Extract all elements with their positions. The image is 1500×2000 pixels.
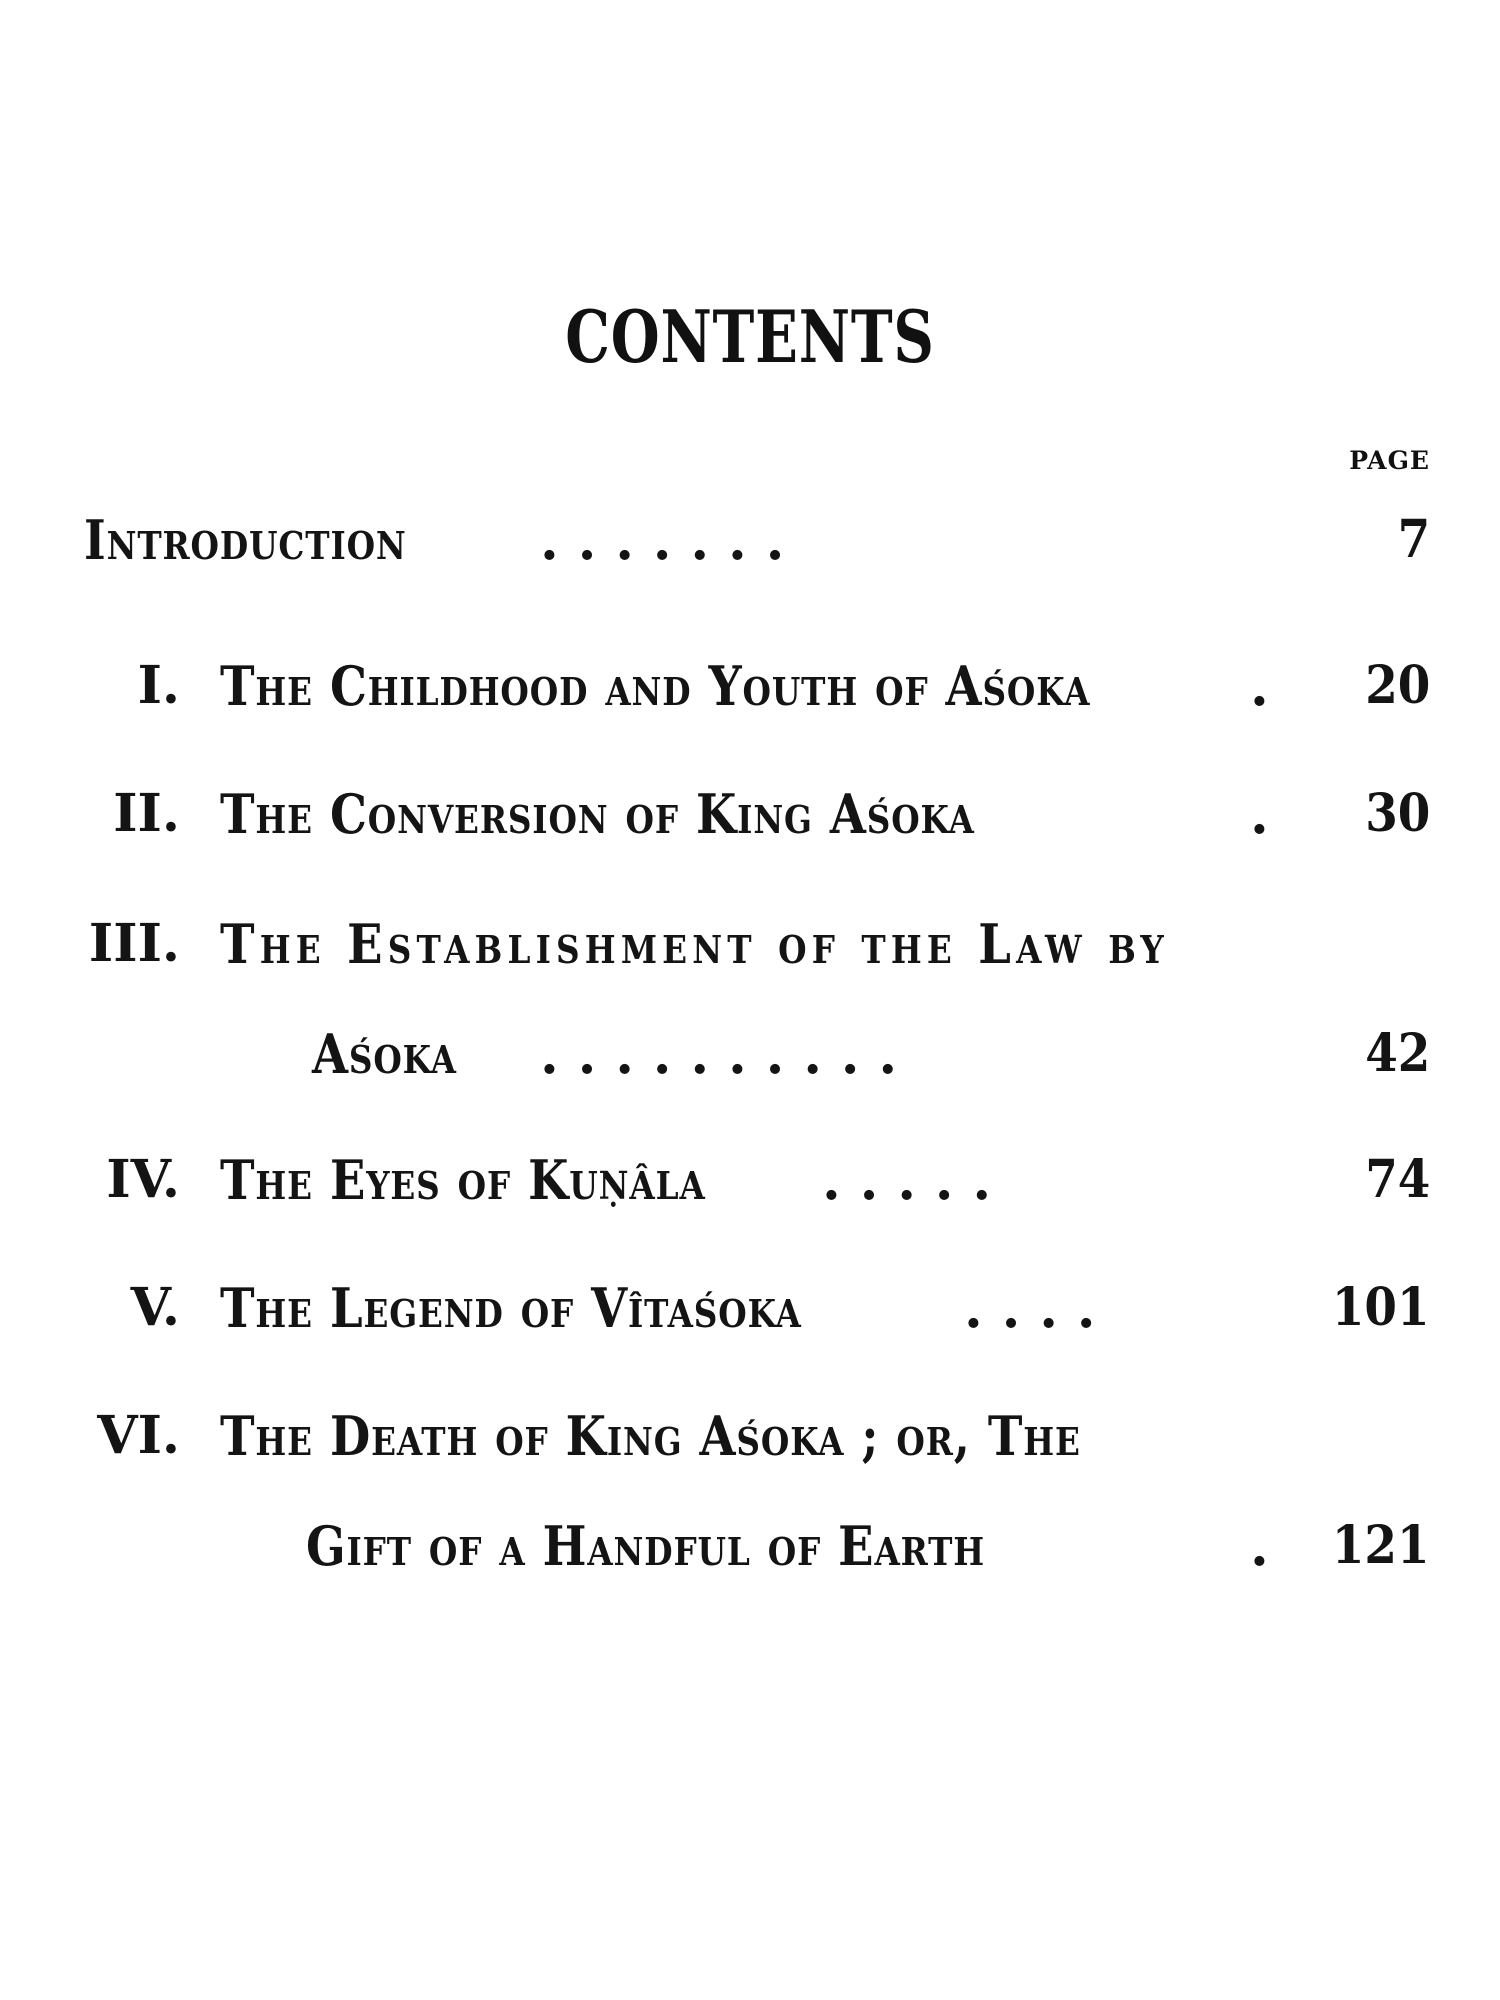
toc-entry-chapter-6-continued[interactable]	[0, 1506, 1500, 1586]
toc-entry-title-continued: Aśoka	[312, 1022, 457, 1086]
toc-entry-title: The Childhood and Youth of Aśoka	[220, 654, 1091, 718]
leader-dots: . . . .	[964, 1276, 1096, 1340]
toc-entry-title: The Eyes of Kuṇâla	[220, 1148, 706, 1212]
toc-entry-title-continued: Gift of a Handful of Earth	[306, 1514, 986, 1578]
toc-entry-chapter-2[interactable]	[0, 774, 1500, 854]
toc-entry-title: Introduction	[84, 508, 407, 572]
chapter-numeral: IV.	[106, 1149, 180, 1210]
toc-entry-chapter-5[interactable]	[0, 1268, 1500, 1348]
leader-dots: . . . . . . . . . .	[540, 1022, 898, 1086]
toc-page-number: 7	[1397, 509, 1430, 570]
toc-entry-title: The Conversion of King Aśoka	[220, 782, 975, 846]
leader-dots: .	[1250, 654, 1269, 718]
toc-entry-chapter-3[interactable]	[0, 904, 1500, 984]
toc-page-number: 20	[1364, 655, 1430, 716]
toc-entry-title: The Establishment of the Law by	[220, 912, 1169, 976]
toc-entry-chapter-1[interactable]	[0, 646, 1500, 726]
toc-page-number: 121	[1332, 1515, 1430, 1576]
chapter-numeral: V.	[130, 1277, 180, 1338]
toc-entry-title: The Death of King Aśoka ; or, The	[220, 1404, 1081, 1468]
toc-page-number: 74	[1364, 1149, 1430, 1210]
page-title: CONTENTS	[565, 294, 935, 379]
toc-page-number: 30	[1364, 783, 1430, 844]
page-column-label: PAGE	[1349, 446, 1430, 475]
toc-page-number: 101	[1332, 1277, 1430, 1338]
chapter-numeral: III.	[88, 913, 180, 974]
toc-page-number: 42	[1364, 1023, 1430, 1084]
leader-dots: . . . . . . .	[540, 508, 785, 572]
toc-entry-title: The Legend of Vîtaśoka	[220, 1276, 802, 1340]
leader-dots: .	[1250, 782, 1269, 846]
leader-dots: .	[1250, 1514, 1269, 1578]
chapter-numeral: I.	[137, 655, 180, 716]
toc-entry-chapter-3-continued[interactable]	[0, 1014, 1500, 1094]
toc-entry-chapter-4[interactable]	[0, 1140, 1500, 1220]
chapter-numeral: II.	[113, 783, 180, 844]
leader-dots: . . . . .	[822, 1148, 992, 1212]
chapter-numeral: VI.	[97, 1405, 180, 1466]
toc-entry-introduction[interactable]	[0, 500, 1500, 580]
toc-entry-chapter-6[interactable]	[0, 1396, 1500, 1476]
